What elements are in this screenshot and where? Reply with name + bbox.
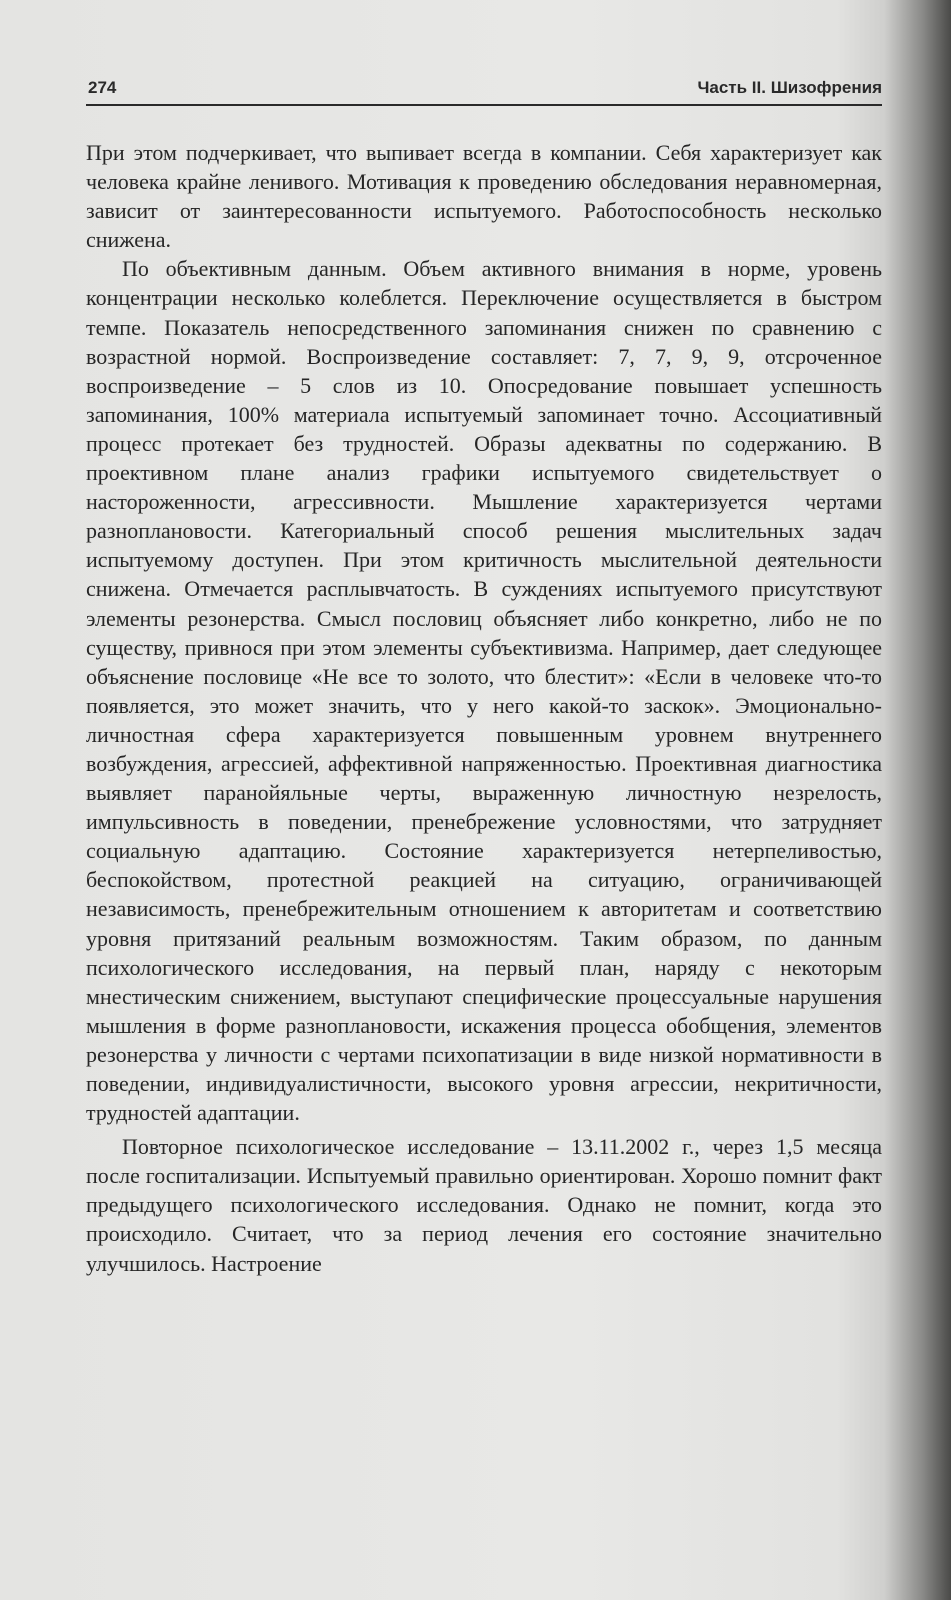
- page-header: [86, 74, 882, 106]
- body-text: [86, 138, 882, 1278]
- running-head: Часть II. Шизофрения: [697, 78, 882, 97]
- paragraph-2: По объективным данным. Объем активного внимания в норме, уровень концентрации несколько колеблется. Переключение осуществляется в быстром темпе. Показатель непосредственного запоминания снижен по сравнению с возрастной нормой. Воспроизведение составляет: 7, 7, 9, 9, отсроченное воспроизведение – 5 слов из 10. Опосредование повышает успешность запоминания, 100% материала испытуемый запоминает точно. Ассоциативный процесс протекает без трудностей. Образы адекватны по содержанию. В проективном плане анализ графики испытуемого свидетельствует о настороженности, агрессивности. Мышление характеризуется чертами разноплановости. Категориальный способ решения мыслительных задач испытуемому доступен. При этом критичность мыслительной деятельности снижена. Отмечается расплывчатость. В суждениях испытуемого присутствуют элементы резонерства. Смысл пословиц объясняет либо конкретно, либо не по существу, привнося при этом элементы субъективизма. Например, дает следующее объяснение пословице «Не все то золото, что блестит»: «Если в человеке что-то появляется, это может значить, что у него какой-то заскок». Эмоционально-личностная сфера характеризуется повышенным уровнем внутреннего возбуждения, агрессией, аффективной напряженностью. Проективная диагностика выявляет паранойяльные черты, выраженную личностную незрелость, импульсивность в поведении, пренебрежение условностями, что затрудняет социальную адаптацию. Состояние характеризуется нетерпеливостью, беспокойством, протестной реакцией на ситуацию, ограничивающей независимость, пренебрежительным отношением к авторитетам и соответствию уровня притязаний реальным возможностям. Таким образом, по данным психологического исследования, на первый план, наряду с некоторым мнестическим снижением, выступают специфические процессуальные нарушения мышления в форме разноплановости, искажения процесса обобщения, элементов резонерства у личности с чертами психопатизации в виде низкой нормативности в поведении, индивидуалистичности, высокого уровня агрессии, некритичности, трудностей адаптации.: [86, 256, 882, 1126]
- page-number: 274: [88, 78, 117, 97]
- paragraph-3: Повторное психологическое исследование – 13.11.2002 г., через 1,5 месяца после госпитализации. Испытуемый правильно ориентирован. Хорошо помнит факт предыдущего психологического исследования. Однако не помнит, когда это происходило. Считает, что за период лечения его состояние значительно улучшилось. Настроение: [86, 1134, 882, 1276]
- paragraph-1: При этом подчеркивает, что выпивает всегда в компании. Себя характеризует как человека крайне ленивого. Мотивация к проведению обследования неравномерная, зависит от заинтересованности испытуемого. Работоспособность несколько снижена.: [86, 140, 882, 253]
